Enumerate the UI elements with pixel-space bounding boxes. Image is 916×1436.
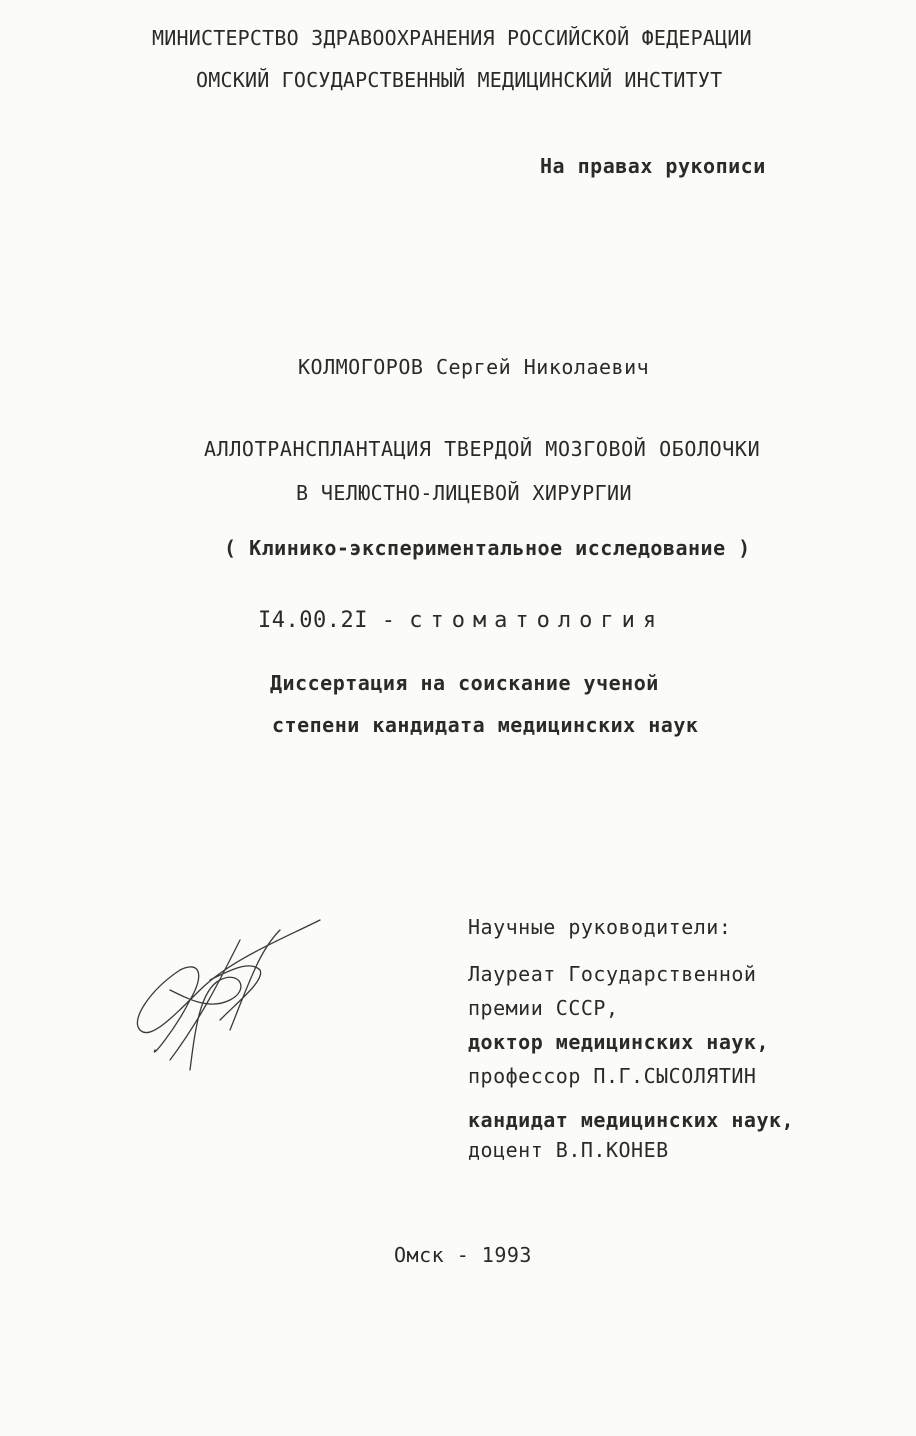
dissertation-line2: степени кандидата медицинских наук: [272, 713, 699, 737]
author-name: КОЛМОГОРОВ Сергей Николаевич: [298, 355, 650, 379]
advisor-line: профессор П.Г.СЫСОЛЯТИН: [468, 1064, 757, 1088]
thesis-subtitle: ( Клинико-экспериментальное исследование ): [224, 536, 751, 560]
place-year: Омск - 1993: [394, 1243, 532, 1267]
signature-icon: [110, 900, 370, 1100]
specialty-line: [258, 610, 664, 632]
ministry-header: МИНИСТЕРСТВО ЗДРАВООХРАНЕНИЯ РОССИЙСКОЙ ФЕДЕРАЦИИ: [152, 26, 752, 50]
advisor-line: доцент В.П.КОНЕВ: [468, 1138, 669, 1162]
rights-note: На правах рукописи: [540, 154, 766, 178]
advisors-heading: Научные руководители:: [468, 915, 732, 939]
thesis-title-line2: В ЧЕЛЮСТНО-ЛИЦЕВОЙ ХИРУРГИИ: [296, 481, 632, 505]
dissertation-line1: Диссертация на соискание ученой: [270, 671, 659, 695]
thesis-title-line1: АЛЛОТРАНСПЛАНТАЦИЯ ТВЕРДОЙ МОЗГОВОЙ ОБОЛОЧКИ: [204, 437, 761, 461]
advisor-line: кандидат медицинских наук,: [468, 1108, 795, 1132]
advisor-line: премии СССР,: [468, 996, 619, 1020]
advisor-line: Лауреат Государственной: [468, 962, 757, 986]
specialty-code: I4.00.2I -: [258, 608, 396, 633]
specialty-name: стоматология: [409, 608, 665, 633]
advisor-line: доктор медицинских наук,: [468, 1030, 769, 1054]
institute-header: ОМСКИЙ ГОСУДАРСТВЕННЫЙ МЕДИЦИНСКИЙ ИНСТИТУТ: [196, 68, 723, 92]
